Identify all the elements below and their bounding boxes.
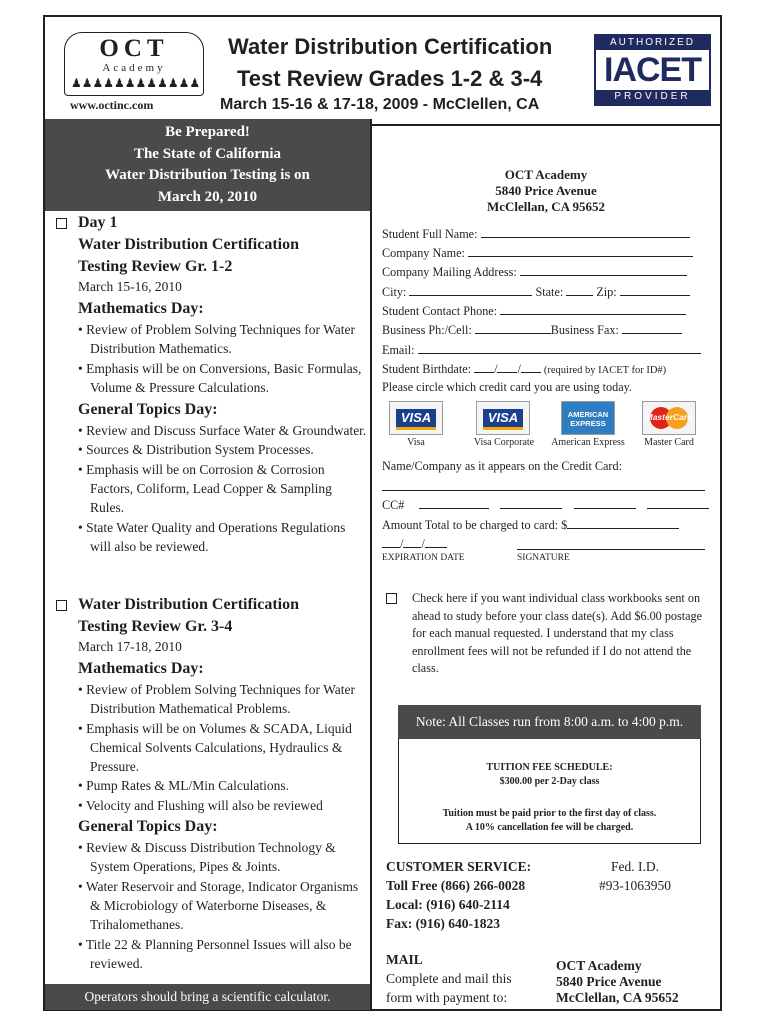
input-line[interactable] [425, 534, 447, 548]
birthdate-note: (required by IACET for ID#) [543, 365, 667, 376]
be-prepared-banner [45, 119, 370, 211]
input-line[interactable] [500, 301, 686, 315]
course1-block [78, 212, 368, 556]
expiration-label: EXPIRATION DATE [382, 553, 465, 563]
mastercard-logo: MasterCard [645, 412, 693, 422]
list-item: • Review and Discuss Surface Water & Groundwater. [78, 423, 367, 439]
amex-card-option[interactable] [561, 401, 615, 435]
tuition-line-1: Tuition must be paid prior to the first day of class. [442, 808, 657, 819]
expiration-input[interactable]: / / [382, 534, 447, 555]
badge-bottom: PROVIDER [596, 90, 709, 104]
input-line[interactable] [574, 495, 636, 509]
badge-top: AUTHORIZED [596, 36, 709, 50]
mail-block [386, 950, 512, 1007]
logo-main-text: OCT [99, 35, 169, 62]
cs-head: CUSTOMER SERVICE: [386, 859, 532, 874]
address-city: McClellan, CA 95652 [486, 199, 606, 214]
field-label: Business Ph:/Cell: [382, 323, 472, 337]
tuition-price: $300.00 per 2-Day class [499, 776, 600, 787]
fed-id-block [590, 857, 680, 895]
class-hours-note: Note: All Classes run from 8:00 a.m. to 4:00 p.m. [398, 705, 701, 739]
address-name: OCT Academy [504, 167, 588, 182]
fed-id-label: Fed. I.D. [611, 859, 659, 874]
list-item: • Emphasis will be on Corrosion & Corrosion Factors, Coliform, Lead Copper & Sampling Rules. [78, 461, 332, 516]
mail-address [556, 958, 679, 1006]
fed-id-number: #93-1063950 [599, 878, 671, 893]
field-label: Zip: [596, 285, 617, 299]
course2-block [78, 594, 368, 973]
input-line[interactable] [468, 243, 693, 257]
banner-line: Water Distribution Testing is on [105, 167, 310, 183]
mastercard-option[interactable] [642, 401, 696, 435]
field-label: Company Mailing Address: [382, 265, 517, 279]
tuition-box [398, 739, 701, 844]
card-label: Master Card [644, 437, 694, 448]
column-divider [370, 119, 372, 1009]
course1-checkbox[interactable] [56, 218, 67, 229]
tuition-head: TUITION FEE SCHEDULE: [486, 762, 613, 773]
workbook-text: Check here if you want individual class workbooks sent on ahead to study before your class date(s). Add $6.00 postage for each manual requested. I understand that my class enrollment fees will not be refunded if I do not attend the class. [412, 591, 703, 675]
list-item: • State Water Quality and Operations Regulations will also be reviewed. [78, 519, 346, 554]
course1-general-head: General Topics Day: [78, 401, 218, 419]
company-address-field[interactable] [382, 262, 687, 283]
contact-phone-field[interactable] [382, 301, 686, 322]
list-item: • Review of Problem Solving Techniques for Water Distribution Mathematics. [78, 322, 356, 357]
iacet-badge [594, 34, 711, 106]
list-item: • Emphasis will be on Volumes & SCADA, Liquid Chemical Solvents Calculations, Hydraulics & Pressure. [78, 720, 352, 775]
course2-title-a: Water Distribution Certification [78, 596, 300, 613]
field-label: Email: [382, 343, 415, 357]
title-line-1: Water Distribution Certification [228, 34, 553, 59]
input-line[interactable] [521, 359, 541, 373]
course2-checkbox[interactable] [56, 600, 67, 611]
field-label: Student Full Name: [382, 227, 478, 241]
field-label: Amount Total to be charged to card: $ [382, 518, 568, 532]
title-dates: March 15-16 & 17-18, 2009 - McClellen, CA [220, 96, 540, 113]
oct-academy-logo [64, 32, 204, 96]
course1-title-b: Testing Review Gr. 1-2 [78, 258, 233, 275]
customer-service-block [386, 857, 531, 933]
course2-title-b: Testing Review Gr. 3-4 [78, 618, 233, 635]
email-field[interactable] [382, 340, 701, 361]
title-line-2: Test Review Grades 1-2 & 3-4 [237, 66, 543, 91]
input-line[interactable] [497, 359, 517, 373]
input-line[interactable] [567, 515, 679, 529]
input-line[interactable] [566, 282, 593, 296]
input-line[interactable] [403, 534, 421, 548]
course1-dates: March 15-16, 2010 [78, 279, 182, 294]
signature-line[interactable] [517, 549, 705, 550]
cs-local: Local: (916) 640-2114 [386, 897, 510, 912]
list-item: • Review of Problem Solving Techniques for Water Distribution Mathematical Problems. [78, 682, 356, 717]
calculator-note: Operators should bring a scientific calculator. [45, 984, 370, 1010]
input-line[interactable] [500, 495, 562, 509]
birthdate-field[interactable]: Student Birthdate: / / (required by IACET for ID#) [382, 359, 666, 381]
field-label: Student Contact Phone: [382, 304, 498, 318]
course2-dates: March 17-18, 2010 [78, 639, 182, 654]
list-item: • Water Reservoir and Storage, Indicator Organisms & Microbiology of Waterborne Diseases, & Trihalomethanes. [78, 878, 359, 933]
business-phone-field[interactable] [382, 320, 682, 341]
list-item: • Sources & Distribution System Processes. [78, 442, 314, 458]
input-line[interactable] [622, 320, 682, 334]
visa-corporate-card-option[interactable] [476, 401, 530, 435]
header-rule [372, 124, 720, 126]
mail-street: 5840 Price Avenue [556, 974, 662, 989]
people-icon: ♟♟♟♟♟♟♟♟♟♟♟♟ [71, 76, 201, 90]
course1-math-head: Mathematics Day: [78, 300, 204, 317]
course1-day: Day 1 [78, 214, 118, 231]
address-street: 5840 Price Avenue [495, 183, 597, 198]
input-line[interactable] [620, 282, 690, 296]
cs-toll-free: Toll Free (866) 266-0028 [386, 878, 526, 893]
input-line[interactable] [520, 262, 687, 276]
logo-sub-text: Academy [102, 62, 166, 74]
course2-math-head: Mathematics Day: [78, 660, 204, 677]
list-item: • Emphasis will be on Conversions, Basic Formulas, Volume & Pressure Calculations. [78, 360, 362, 395]
visa-card-option[interactable] [389, 401, 443, 435]
banner-line: The State of California [133, 145, 282, 162]
course1-title-a: Water Distribution Certification [78, 236, 300, 253]
list-item: • Velocity and Flushing will also be reviewed [78, 797, 323, 813]
field-label: Student Birthdate: [382, 362, 472, 376]
input-line[interactable] [475, 320, 551, 334]
input-line[interactable] [418, 340, 701, 354]
amount-field[interactable] [382, 515, 679, 536]
input-line[interactable] [419, 495, 489, 509]
banner-line: March 20, 2010 [157, 188, 258, 205]
card-label: Visa Corporate [473, 437, 535, 448]
company-name-field[interactable] [382, 243, 693, 264]
workbook-checkbox[interactable] [386, 593, 397, 604]
amex-logo: AMERICAN EXPRESS [567, 410, 609, 428]
input-line[interactable] [382, 534, 400, 548]
visa-logo: VISA [483, 409, 523, 430]
list-item: • Title 22 & Planning Personnel Issues will also be reviewed. [78, 936, 352, 971]
website-link[interactable]: www.octinc.com [70, 98, 154, 112]
city-state-zip-field[interactable] [382, 282, 690, 303]
cs-fax: Fax: (916) 640-1823 [386, 916, 500, 931]
input-line[interactable] [481, 224, 690, 238]
badge-main: IACET [604, 51, 701, 89]
visa-logo: VISA [396, 409, 436, 430]
input-line[interactable] [474, 359, 494, 373]
cc-field[interactable] [382, 495, 709, 516]
card-label: American Express [551, 437, 625, 448]
card-label: Visa [407, 437, 425, 448]
banner-line: Be Prepared! [165, 124, 250, 140]
circle-card-instruction: Please circle which credit card you are using today. [382, 380, 632, 394]
input-line[interactable] [409, 282, 532, 296]
mail-line-2: form with payment to: [386, 990, 508, 1005]
input-line[interactable] [647, 495, 709, 509]
field-label: State: [535, 285, 564, 299]
list-item: • Pump Rates & ML/Min Calculations. [78, 778, 289, 794]
student-name-field[interactable] [382, 224, 690, 245]
course2-general-head: General Topics Day: [78, 818, 218, 836]
field-label: City: [382, 285, 407, 299]
signature-label: SIGNATURE [517, 553, 570, 563]
field-label: Business Fax: [550, 323, 619, 337]
name-on-card-label: Name/Company as it appears on the Credit Card: [382, 459, 622, 473]
mail-head: MAIL [386, 952, 423, 967]
mail-line-1: Complete and mail this [386, 971, 512, 986]
tuition-line-2: A 10% cancellation fee will be charged. [465, 822, 634, 833]
name-on-card-line[interactable] [382, 490, 705, 491]
field-label: CC# [382, 498, 405, 512]
field-label: Company Name: [382, 246, 465, 260]
list-item: • Review & Discuss Distribution Technology & System Operations, Pipes & Joints. [78, 840, 336, 875]
mail-name: OCT Academy [556, 958, 642, 973]
mail-city: McClellan, CA 95652 [556, 990, 679, 1005]
